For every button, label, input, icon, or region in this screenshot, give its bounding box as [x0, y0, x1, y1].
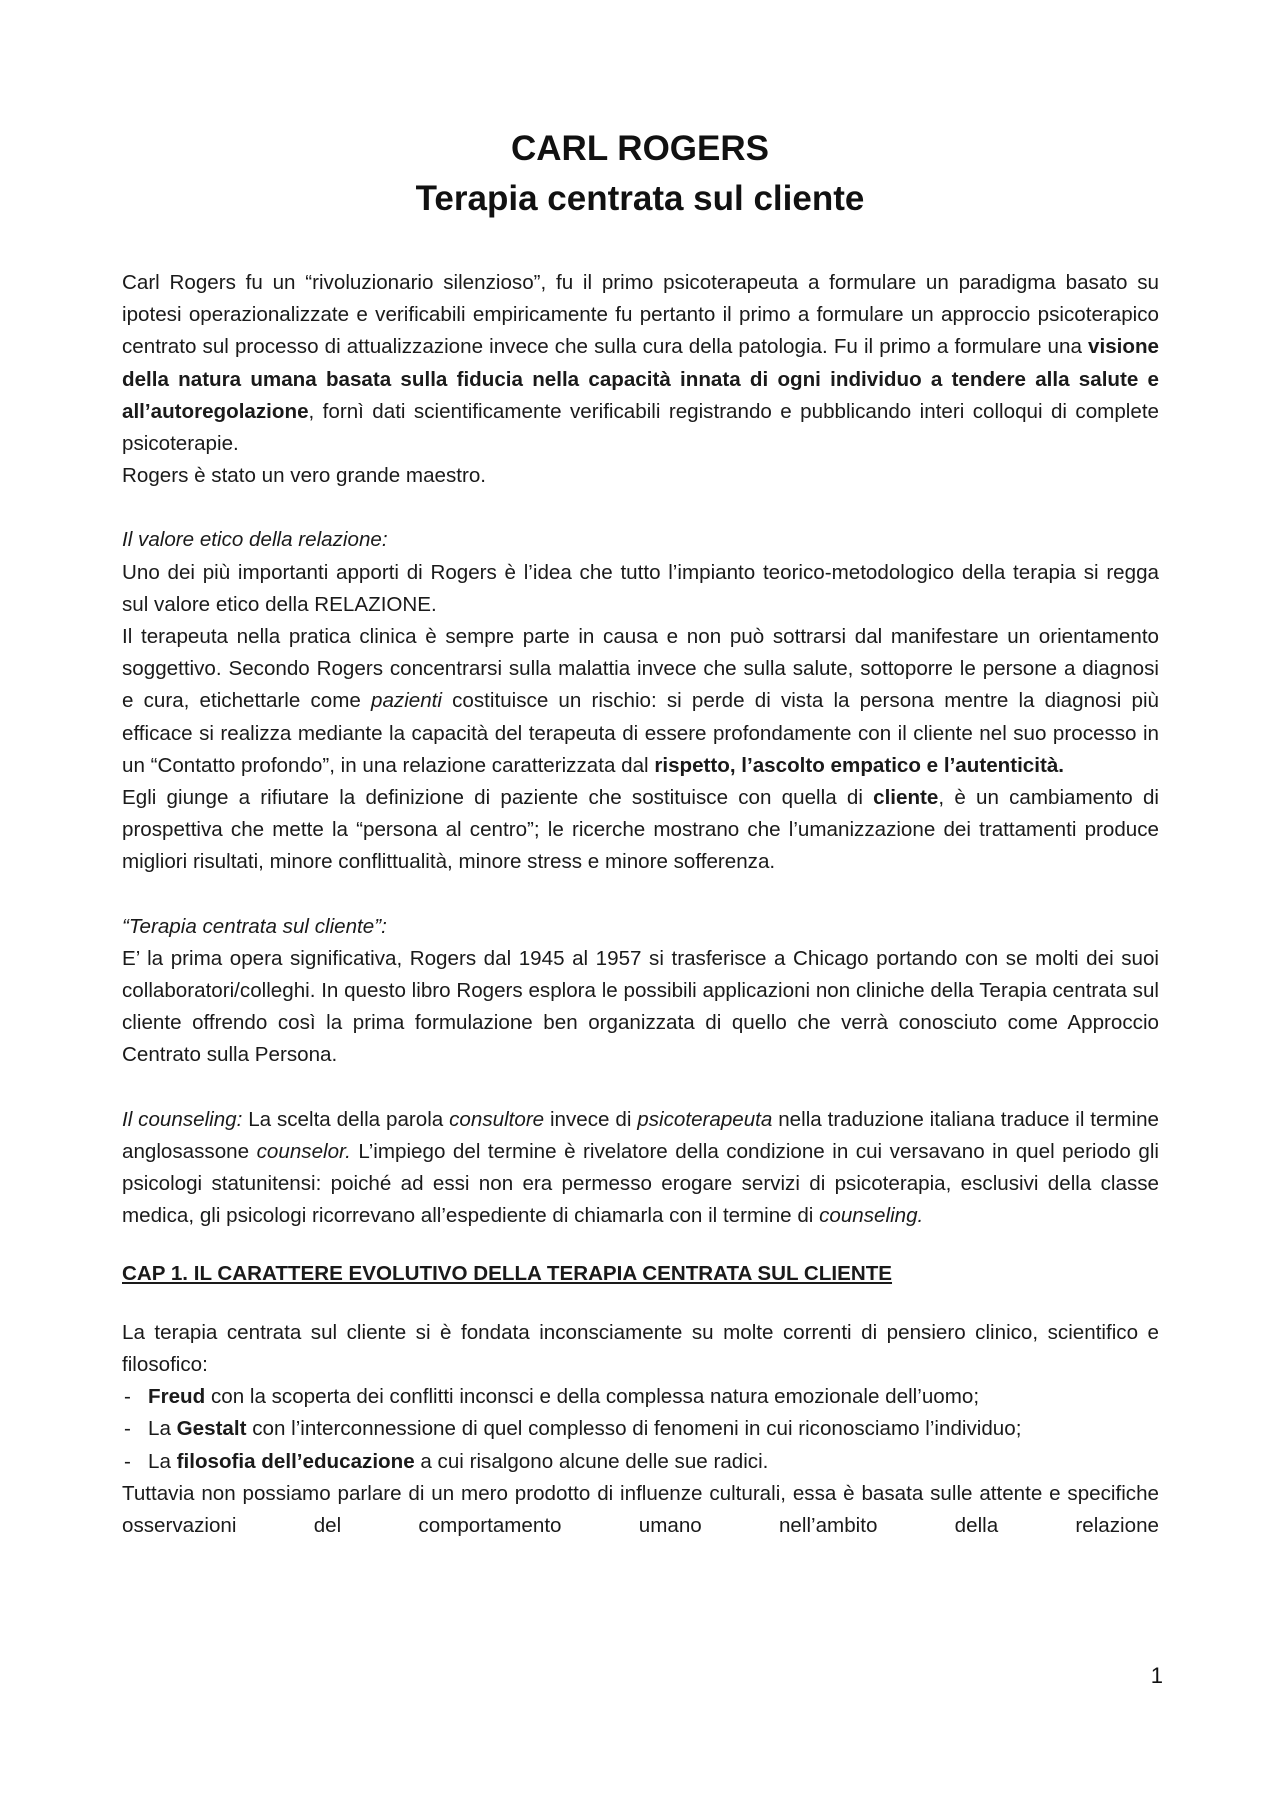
document-title: CARL ROGERS [511, 129, 769, 168]
list-item-prefix: La [148, 1417, 177, 1441]
intro-closing-line: Rogers è stato un vero grande maestro. [122, 464, 487, 488]
relazione-italic-text: pazienti [370, 689, 442, 713]
intro-text: Carl Rogers fu un “rivoluzionario silenzioso”, fu il primo psicoterapeuta a formulare un paradigma basato su ipotesi operazionalizzate e verificabili empiricamente fu pertanto il primo a formulare un approccio psicoterapico centrato sul processo di attualizzazione invece che sulla cura della patologia. Fu il primo a formulare una [122, 271, 1159, 359]
list-item-bold: Freud [148, 1385, 206, 1409]
section-heading-terapia [122, 911, 1159, 943]
section-heading-relazione [122, 524, 1159, 556]
page-number: 1 [1150, 1663, 1163, 1688]
list-item-text: a cui risalgono alcune delle sue radici. [414, 1449, 769, 1473]
chapter-closing-paragraph: Tuttavia non possiamo parlare di un mero prodotto di influenze culturali, essa è basata sulle attente e specifiche osservazioni del comportamento umano nell’ambito della relazione [122, 1481, 1159, 1537]
counseling-italic-1: consultore [449, 1107, 545, 1131]
counseling-italic-4: counseling. [819, 1204, 924, 1228]
list-item-text: con l’interconnessione di quel complesso di fenomeni in cui riconosciamo l’individuo; [246, 1417, 1022, 1441]
counseling-text-4: L’impiego del termine è rivelatore della condizione in cui versavano in quel periodo gli psicologi statunitensi: poiché ad essi non era permesso erogare servizi di psicoterapia, esclusivi della classe medica, gli psicologi ricorrevano all’espediente di chiamarla con il termine di [122, 1139, 1159, 1228]
document-subtitle: Terapia centrata sul cliente [415, 179, 865, 218]
list-item-prefix: La [148, 1449, 177, 1473]
counseling-italic-3: counselor. [256, 1139, 351, 1163]
relazione-paragraph-2 [122, 621, 1159, 782]
relazione-paragraph-1: Uno dei più importanti apporti di Rogers è l’idea che tutto l’impianto teorico-metodologico della terapia si regga sul valore etico della RELAZIONE. [122, 560, 1159, 616]
terapia-paragraph: E’ la prima opera significativa, Rogers dal 1945 al 1957 si trasferisce a Chicago portando con se molti dei suoi collaboratori/colleghi. In questo libro Rogers esplora le possibili applicazioni non cliniche della Terapia centrata sul cliente offrendo così la prima formulazione ben organizzata di quello che verrà conosciuto come Approccio Centrato sulla Persona. [122, 946, 1159, 1067]
counseling-text-1: La scelta della parola [242, 1107, 450, 1131]
relazione-text-mid: costituisce un rischio: si perde di vista la persona mentre la diagnosi più efficace si realizza mediante la capacità del terapeuta di essere profondamente con il cliente nel suo processo in un “Contatto profondo”, in una relazione caratterizzata dal [122, 689, 1160, 777]
relazione-text: Il terapeuta nella pratica clinica è sempre parte in causa e non può sottrarsi dal manifestare un orientamento soggettivo. Secondo Rogers concentrarsi sulla malattia invece che sulla salute, sottoporre le persone a diagnosi e cura, etichettarle come [122, 625, 1159, 713]
relazione-p3-bold: cliente [873, 786, 939, 810]
intro-bold-text: visione della natura umana basata sulla fiducia nella capacità innata di ogni individuo a tendere alla salute e all’autoregolazione [122, 335, 1159, 423]
relazione-bold-text: rispetto, l’ascolto empatico e l’autenticità. [654, 753, 1065, 777]
document-body [122, 267, 1159, 1542]
relazione-p3-text: Egli giunge a rifiutare la definizione di paziente che sostituisce con quella di [122, 786, 874, 810]
relazione-heading-text: Il valore etico della relazione: [122, 528, 388, 552]
terapia-heading-text: “Terapia centrata sul cliente”: [122, 914, 387, 938]
intro-text-end: , fornì dati scientificamente verificabili registrando e pubblicando interi colloqui di complete psicoterapie. [122, 399, 1159, 456]
chapter-heading: CAP 1. IL CARATTERE EVOLUTIVO DELLA TERAPIA CENTRATA SUL CLIENTE [122, 1262, 893, 1286]
list-item [122, 1381, 1159, 1413]
list-item-bold: Gestalt [176, 1417, 247, 1441]
list-item [122, 1446, 1159, 1478]
intro-paragraph [122, 267, 1159, 460]
influences-list [122, 1381, 1159, 1478]
counseling-paragraph [122, 1104, 1159, 1233]
relazione-p3-text-end: , è un cambiamento di prospettiva che mette la “persona al centro”; le ricerche mostrano che l’umanizzazione dei trattamenti produce migliori risultati, minore conflittualità, minore stress e minore sofferenza. [122, 786, 1159, 874]
list-item-text: con la scoperta dei conflitti inconsci e della complessa natura emozionale dell’uomo; [205, 1385, 980, 1409]
counseling-italic-2: psicoterapeuta [637, 1107, 773, 1131]
counseling-text-3: nella traduzione italiana traduce il termine anglosassone [122, 1107, 1159, 1163]
list-item [122, 1413, 1159, 1445]
chapter-intro: La terapia centrata sul cliente si è fondata inconsciamente su molte correnti di pensiero clinico, scientifico e filosofico: [122, 1320, 1159, 1376]
relazione-paragraph-3 [122, 782, 1159, 879]
list-item-bold: filosofia dell’educazione [176, 1449, 415, 1473]
counseling-label: Il counseling: [122, 1107, 243, 1131]
counseling-text-2: invece di [544, 1107, 638, 1131]
